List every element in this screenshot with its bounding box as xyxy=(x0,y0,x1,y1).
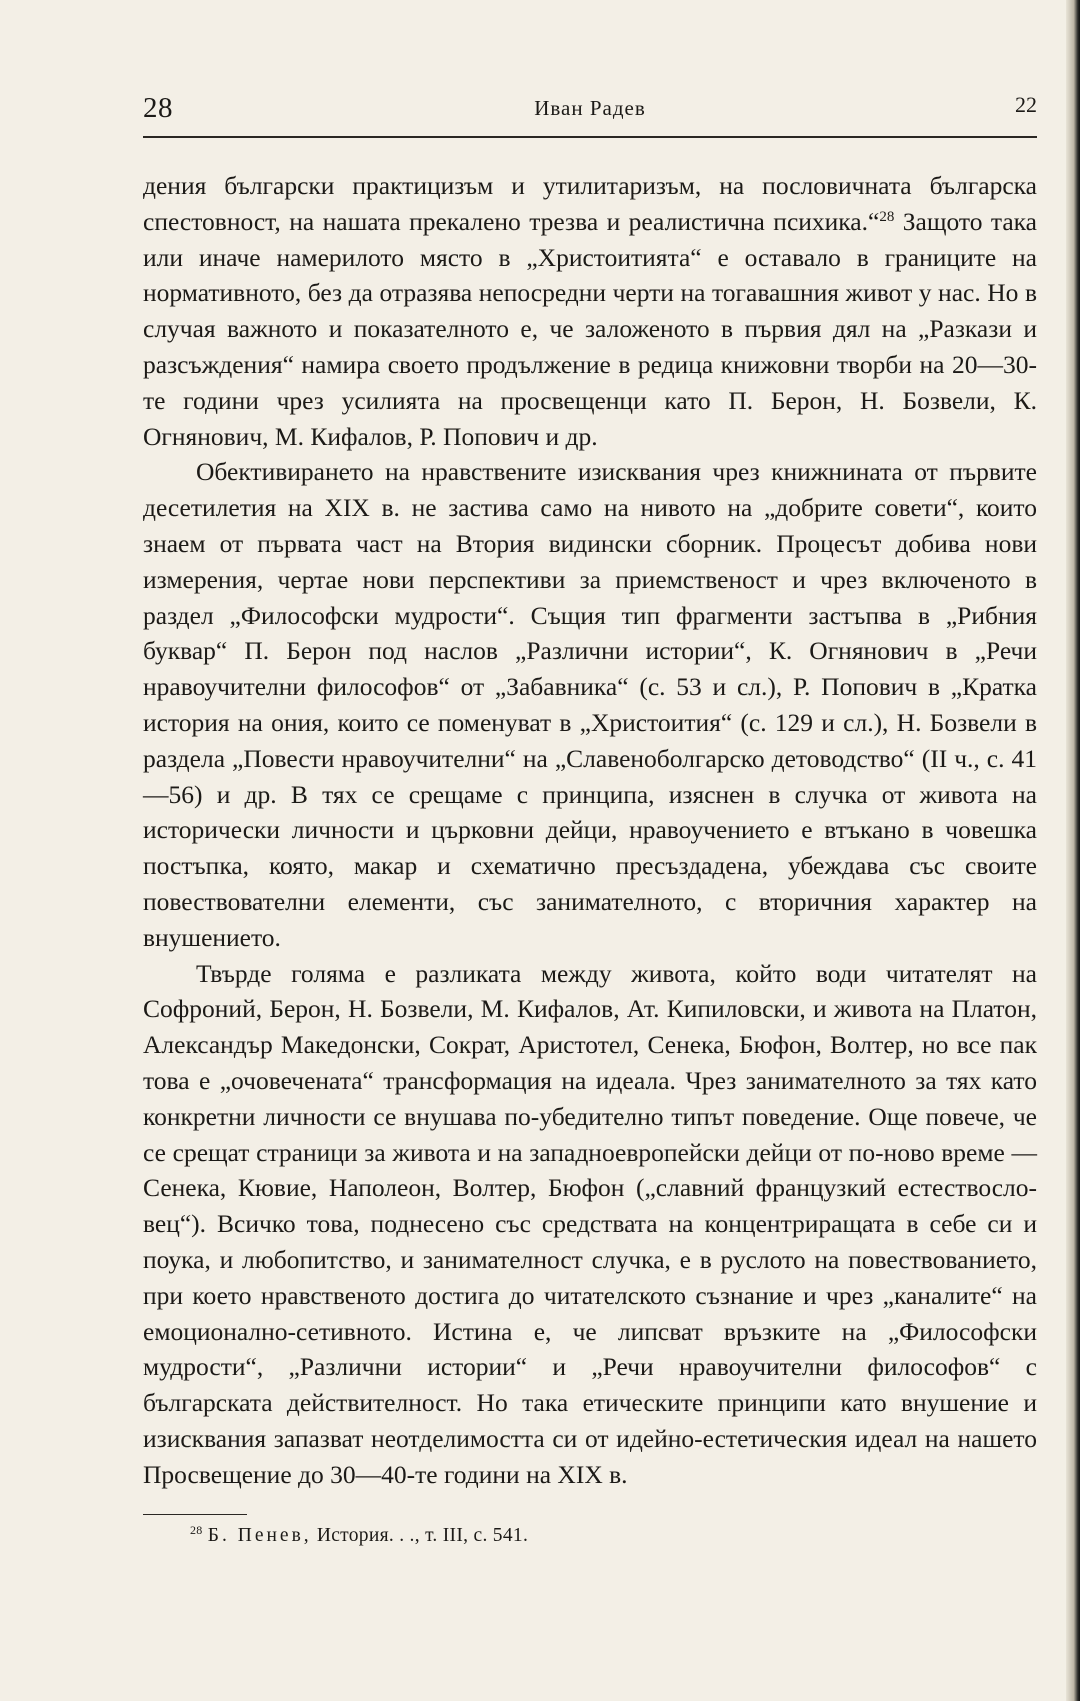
footnote-ref: 28 xyxy=(879,208,895,225)
footnote-author: Б. Пенев, xyxy=(207,1525,312,1547)
main-text xyxy=(143,168,1037,1492)
paragraph-1-text-a: дения български практицизъм и утилитаризъм, на пословичната българска спестовност, на нашата прекалено трезва и реалистична психика.“ xyxy=(143,171,1037,236)
paragraph-1-text-b: Защото така или иначе намерилото място в „Христоитията“ е оставало в границите на нормативното, без да отразява непосредни черти на тогавашния живот у нас. Но в случая важното и показателното е, че заложеното в първия дял на „Разкази и разсъждения“ намира своето продължение в редица книжовни творби на 20—30-те години чрез усилията на просвещенци като П. Берон, Н. Бозвели, К. Огнянович, М. Кифалов, Р. Попович и др. xyxy=(143,206,1037,451)
footnote-text: История. . ., т. III, с. 541. xyxy=(311,1525,529,1547)
paragraph-1 xyxy=(143,168,1037,454)
paragraph-2: Обективирането на нравствените изисквания чрез книжнината от първите десетилетия на XIX в. не застива само на нивото на „добрите совети“, които знаем от първата част на Втория видински сборник. Процесът добива нови измерения, чертае нови перспективи за приемственост и чрез включеното в раздел „Философски мудрости“. Същия тип фрагменти застъпва в „Рибния буквар“ П. Берон под наслов „Различни истории“, К. Огнянович в „Речи нравоучителни философов“ от „Забавника“ (с. 53 и сл.), Р. Попович в „Кратка история на ония, които се поменуват в „Христоития“ (с. 129 и сл.), Н. Бозвели в раздела „Повести нравоучителни“ на „Славеноболгарско детоводство“ (II ч., с. 41—56) и др. В тях се срещаме с принципа, изяснен в случка от живота на исторически личности и църковни дейци, нравоучението е втъкано в човешка постъпка, която, макар и схематично пресъздадена, убеждава със своите повествователни елементи, със занимателното, с вторичния характер на внушението. xyxy=(143,457,1037,952)
page-header xyxy=(143,86,1037,130)
signature-mark: 22 xyxy=(1015,92,1037,117)
book-page xyxy=(143,86,1037,1547)
footnote-mark: 28 xyxy=(190,1523,203,1538)
page-number: 28 xyxy=(143,92,173,124)
footnote-rule xyxy=(143,1514,247,1515)
page-edge-shadow xyxy=(1066,0,1080,1701)
header-rule xyxy=(143,136,1037,138)
footnote xyxy=(143,1525,1037,1547)
paragraph-3: Твърде голяма е разликата между живота, който води читателят на Софроний, Берон, Н. Бозвели, М. Кифалов, Ат. Кипиловски, и живота на Платон, Александър Македонски, Сократ, Аристотел, Сенека, Бюфон, Волтер, но все пак това е „очовечената“ трансформация на идеала. Чрез занимателното за тях като конкретни личности се внушава по-убедително типът поведение. Още повече, че се срещат страници за живота и на западноевропейски дейци от по-ново време — Сенека, Кювие, Наполеон, Волтер, Бюфон („славний французкий естествословец“). Всичко това, поднесено със средствата на концентриращата в себе си и поука, и любопитство, и занимателност случка, е в руслото на повествованието, при което нравственото достига до читателското съзнание и чрез „каналите“ на емоционално-сетивното. Истина е, че липсват връзките на „Философски мудрости“, „Различни истории“ и „Речи нравоучителни философов“ с българската действителност. Но така етическите принципи като внушение и изисквания запазват неотделимостта си от идейно-естетическия идеал на нашето Просвещение до 30—40-те години на XIX в. xyxy=(143,958,1037,1489)
running-head: Иван Радев xyxy=(534,96,646,120)
